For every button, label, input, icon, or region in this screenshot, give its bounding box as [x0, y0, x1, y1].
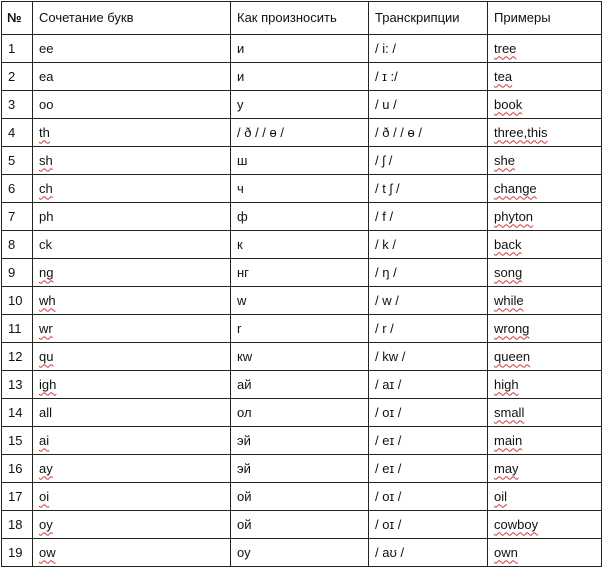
cell-example-text: while [494, 292, 524, 308]
cell-combination [33, 35, 231, 63]
cell-example [488, 427, 602, 455]
cell-pronunciation [231, 539, 369, 567]
cell-combination-text: oy [39, 516, 53, 532]
cell-number [2, 315, 33, 343]
cell-example [488, 343, 602, 371]
cell-number [2, 119, 33, 147]
cell-transcription [369, 287, 488, 315]
cell-number-text: 2 [8, 68, 16, 84]
cell-example-text: book [494, 96, 523, 112]
cell-transcription-text: / aʊ / [375, 544, 405, 560]
cell-pronunciation [231, 399, 369, 427]
cell-number-text: 15 [8, 432, 23, 448]
cell-number [2, 203, 33, 231]
table-row [2, 203, 602, 231]
cell-pronunciation-text: ч [237, 180, 244, 196]
cell-pronunciation-text: ф [237, 208, 248, 224]
cell-pronunciation [231, 35, 369, 63]
cell-transcription-text: / eɪ / [375, 460, 402, 476]
cell-example-text: cowboy [494, 516, 539, 532]
cell-combination-text: oo [39, 96, 54, 112]
cell-number-text: 17 [8, 488, 23, 504]
table-row [2, 511, 602, 539]
cell-transcription-text: / ɪ :/ [375, 68, 398, 84]
header-number: № [2, 2, 33, 35]
cell-example-text: main [494, 432, 523, 448]
cell-example-text: she [494, 152, 515, 168]
cell-transcription [369, 147, 488, 175]
cell-number-text: 10 [8, 292, 23, 308]
cell-example [488, 119, 602, 147]
cell-pronunciation-text: эй [237, 460, 251, 476]
cell-combination [33, 203, 231, 231]
cell-combination [33, 259, 231, 287]
cell-combination [33, 119, 231, 147]
table-row [2, 259, 602, 287]
cell-number [2, 259, 33, 287]
cell-number [2, 147, 33, 175]
cell-example-text: three,this [494, 124, 548, 140]
cell-number [2, 91, 33, 119]
cell-number-text: 9 [8, 264, 16, 280]
cell-transcription [369, 63, 488, 91]
cell-combination-text: ai [39, 432, 50, 448]
cell-pronunciation [231, 91, 369, 119]
cell-combination [33, 63, 231, 91]
cell-transcription [369, 455, 488, 483]
cell-number-text: 14 [8, 404, 23, 420]
cell-number-text: 8 [8, 236, 16, 252]
cell-example [488, 63, 602, 91]
cell-combination [33, 427, 231, 455]
cell-transcription [369, 203, 488, 231]
cell-example [488, 371, 602, 399]
cell-transcription-text: / k / [375, 236, 396, 252]
cell-number [2, 343, 33, 371]
cell-pronunciation-text: ол [237, 404, 252, 420]
cell-combination [33, 91, 231, 119]
cell-example-text: change [494, 180, 537, 196]
letter-combinations-table [1, 1, 602, 567]
cell-transcription [369, 483, 488, 511]
cell-combination [33, 315, 231, 343]
cell-transcription-text: / ʃ / [375, 152, 393, 168]
cell-combination-text: oi [39, 488, 50, 504]
cell-pronunciation-text: нг [237, 264, 249, 280]
cell-number-text: 13 [8, 376, 23, 392]
cell-example [488, 203, 602, 231]
cell-transcription [369, 259, 488, 287]
table-row [2, 287, 602, 315]
cell-example-text: may [494, 460, 519, 476]
cell-example [488, 259, 602, 287]
cell-transcription [369, 511, 488, 539]
cell-transcription-text: / kw / [375, 348, 406, 364]
cell-pronunciation-text: ой [237, 488, 252, 504]
cell-number [2, 483, 33, 511]
cell-example [488, 147, 602, 175]
cell-transcription [369, 539, 488, 567]
cell-number-text: 5 [8, 152, 16, 168]
cell-combination [33, 231, 231, 259]
cell-pronunciation [231, 231, 369, 259]
cell-pronunciation [231, 483, 369, 511]
cell-pronunciation-text: w [237, 292, 247, 308]
cell-transcription [369, 427, 488, 455]
cell-combination [33, 455, 231, 483]
header-pronunciation: Как произносить [231, 2, 369, 35]
cell-combination [33, 175, 231, 203]
cell-number [2, 399, 33, 427]
cell-combination [33, 511, 231, 539]
cell-pronunciation-text: / ð / / ɵ / [237, 124, 284, 140]
cell-pronunciation-text: оу [237, 544, 251, 560]
cell-number [2, 539, 33, 567]
cell-pronunciation-text: кw [237, 348, 253, 364]
cell-example-text: small [494, 404, 525, 420]
header-transcription: Транскрипции [369, 2, 488, 35]
table-row [2, 455, 602, 483]
cell-example-text: song [494, 264, 523, 280]
cell-number-text: 7 [8, 208, 16, 224]
cell-transcription-text: / r / [375, 320, 394, 336]
cell-number [2, 231, 33, 259]
cell-example-text: high [494, 376, 519, 392]
cell-transcription-text: / u / [375, 96, 397, 112]
cell-number-text: 18 [8, 516, 23, 532]
cell-combination [33, 343, 231, 371]
cell-combination-text: ea [39, 68, 54, 84]
cell-example-text: tree [494, 40, 517, 56]
cell-transcription-text: / ð / / ɵ / [375, 124, 422, 140]
cell-number [2, 511, 33, 539]
table-row [2, 231, 602, 259]
cell-combination-text: qu [39, 348, 54, 364]
cell-number [2, 287, 33, 315]
table-body [2, 35, 602, 567]
cell-transcription-text: / t ʃ / [375, 180, 400, 196]
header-combination: Сочетание букв [33, 2, 231, 35]
cell-transcription [369, 371, 488, 399]
cell-number-text: 11 [8, 320, 22, 336]
cell-number [2, 455, 33, 483]
table-row [2, 91, 602, 119]
cell-pronunciation-text: ш [237, 152, 248, 168]
cell-number-text: 3 [8, 96, 16, 112]
cell-example-text: back [494, 236, 522, 252]
table-row [2, 315, 602, 343]
cell-number-text: 4 [8, 124, 16, 140]
cell-transcription [369, 91, 488, 119]
cell-pronunciation-text: эй [237, 432, 251, 448]
cell-transcription [369, 119, 488, 147]
cell-example-text: phyton [494, 208, 534, 224]
table-row [2, 119, 602, 147]
cell-example [488, 483, 602, 511]
cell-example [488, 35, 602, 63]
cell-pronunciation [231, 63, 369, 91]
cell-pronunciation [231, 427, 369, 455]
cell-combination-text: ck [39, 236, 52, 252]
cell-pronunciation-text: ай [237, 376, 252, 392]
cell-pronunciation [231, 287, 369, 315]
cell-number-text: 12 [8, 348, 23, 364]
table-row [2, 399, 602, 427]
header-examples: Примеры [488, 2, 602, 35]
cell-transcription [369, 343, 488, 371]
cell-pronunciation [231, 343, 369, 371]
cell-transcription-text: / oɪ / [375, 516, 402, 532]
cell-number [2, 371, 33, 399]
cell-combination-text: th [39, 124, 50, 140]
cell-number-text: 1 [8, 40, 16, 56]
cell-example-text: wrong [494, 320, 530, 336]
cell-combination [33, 147, 231, 175]
cell-combination-text: wr [39, 320, 53, 336]
cell-pronunciation [231, 119, 369, 147]
cell-pronunciation-text: и [237, 40, 245, 56]
cell-transcription-text: / i: / [375, 40, 396, 56]
cell-combination-text: sh [39, 152, 53, 168]
cell-example [488, 511, 602, 539]
cell-combination [33, 483, 231, 511]
cell-example [488, 315, 602, 343]
cell-combination-text: all [39, 404, 53, 420]
cell-number [2, 427, 33, 455]
cell-transcription [369, 35, 488, 63]
cell-pronunciation [231, 371, 369, 399]
cell-transcription-text: / f / [375, 208, 394, 224]
cell-combination-text: ph [39, 208, 54, 224]
cell-combination [33, 539, 231, 567]
cell-combination-text: wh [39, 292, 56, 308]
cell-example [488, 287, 602, 315]
cell-combination-text: ay [39, 460, 53, 476]
cell-example-text: tea [494, 68, 513, 84]
cell-combination-text: igh [39, 376, 57, 392]
cell-number [2, 175, 33, 203]
cell-example-text: oil [494, 488, 508, 504]
cell-pronunciation [231, 259, 369, 287]
cell-combination [33, 371, 231, 399]
cell-number-text: 6 [8, 180, 16, 196]
cell-example [488, 91, 602, 119]
cell-example [488, 231, 602, 259]
cell-example-text: own [494, 544, 518, 560]
cell-transcription [369, 315, 488, 343]
cell-pronunciation-text: ой [237, 516, 252, 532]
table-row [2, 483, 602, 511]
cell-transcription [369, 399, 488, 427]
table-header-row [2, 2, 602, 35]
cell-combination-text: ow [39, 544, 56, 560]
cell-transcription-text: / oɪ / [375, 488, 402, 504]
cell-transcription-text: / aɪ / [375, 376, 402, 392]
table-row [2, 371, 602, 399]
cell-pronunciation [231, 203, 369, 231]
cell-example [488, 399, 602, 427]
cell-pronunciation-text: и [237, 68, 245, 84]
cell-pronunciation [231, 175, 369, 203]
table-row [2, 63, 602, 91]
cell-pronunciation-text: у [237, 96, 244, 112]
cell-combination [33, 399, 231, 427]
cell-pronunciation-text: к [237, 236, 243, 252]
table-row [2, 35, 602, 63]
cell-number-text: 16 [8, 460, 23, 476]
cell-pronunciation [231, 511, 369, 539]
cell-combination-text: ch [39, 180, 53, 196]
table-row [2, 427, 602, 455]
cell-transcription-text: / oɪ / [375, 404, 402, 420]
cell-combination [33, 287, 231, 315]
cell-pronunciation-text: r [237, 320, 242, 336]
cell-pronunciation [231, 455, 369, 483]
cell-transcription-text: / eɪ / [375, 432, 402, 448]
cell-combination-text: ng [39, 264, 54, 280]
cell-number [2, 63, 33, 91]
table-row [2, 539, 602, 567]
cell-number [2, 35, 33, 63]
cell-example [488, 539, 602, 567]
cell-example [488, 455, 602, 483]
cell-transcription [369, 231, 488, 259]
cell-pronunciation [231, 315, 369, 343]
cell-example [488, 175, 602, 203]
cell-transcription [369, 175, 488, 203]
table-row [2, 175, 602, 203]
cell-transcription-text: / ŋ / [375, 264, 397, 280]
cell-example-text: queen [494, 348, 531, 364]
cell-combination-text: ee [39, 40, 54, 56]
table-row [2, 343, 602, 371]
cell-transcription-text: / w / [375, 292, 399, 308]
table-row [2, 147, 602, 175]
cell-number-text: 19 [8, 544, 23, 560]
cell-pronunciation [231, 147, 369, 175]
